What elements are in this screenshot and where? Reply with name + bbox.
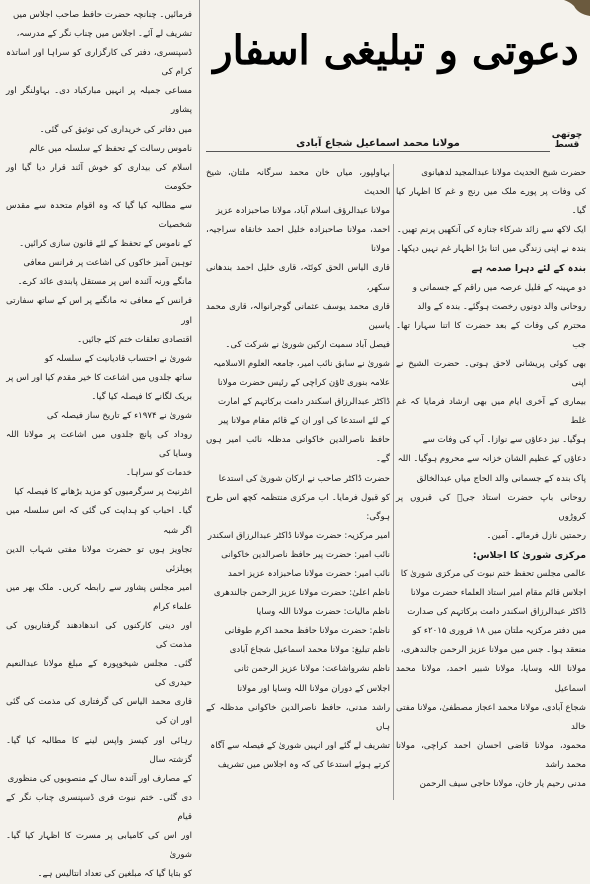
right-column-line: بیماری کے آخری ایام میں بھی ارشاد فرمایا کہ غم غلط bbox=[396, 397, 586, 427]
left-column-line: گئی۔ مجلس شیخوپورہ کے مبلغ مولانا عبدالنعیم حیدری کی bbox=[6, 659, 192, 689]
left-column-line: خدمات کو سراہا۔ bbox=[125, 468, 192, 479]
right-column-line: میں دفتر مرکزیہ ملتان میں ۱۸ فروری ۲۰۱۵ء کو bbox=[412, 626, 586, 637]
middle-column-line: بہاولپور، میاں خان محمد سرگانہ ملتان، شیخ الحدیث bbox=[206, 168, 390, 198]
middle-column-line: احمد، مولانا صاحبزادہ خلیل احمد خانقاہ سراجیہ، مولانا bbox=[206, 225, 390, 255]
right-column-line: حضرت شیخ الحدیث مولانا عبدالمجید لدھیانوی bbox=[421, 168, 586, 178]
right-column-line: محترم کی وفات کے بعد حضرت کا اتنا سہارا تھا۔ جب bbox=[396, 320, 586, 350]
middle-column-line: فیصل آباد سمیت ارکین شوریٰ نے شرکت کی۔ bbox=[225, 339, 390, 350]
right-column-line: روحانی باپ حضرت استاذ جیؒ کی قبروں پر کروڑوں bbox=[396, 492, 586, 522]
middle-column-line: قاری الیاس الحق کوئٹہ، قاری خلیل احمد بندھانی سکھر، bbox=[206, 263, 390, 293]
right-column-line: مرکزی شوریٰ کا اجلاس: bbox=[472, 549, 586, 561]
middle-column-line: ڈاکٹر عبدالرزاق اسکندر دامت برکاتہم کے امارت bbox=[217, 397, 390, 408]
middle-column-line: مولانا عبدالرؤف اسلام آباد، مولانا صاحبزادہ عزیز bbox=[215, 206, 390, 217]
left-column-line: انٹرنیٹ پر سرگرمیوں کو مزید بڑھانے کا فیصلہ کیا bbox=[14, 487, 192, 498]
left-column-line: میں دفاتر کی خریداری کی توثیق کی گئی۔ bbox=[39, 124, 192, 135]
left-column-line: اسلام کی بیداری کو خوش آئند قرار دیا گیا اور حکومت bbox=[6, 162, 192, 192]
middle-column-line: کرتے ہوئے استدعا کی کہ وہ اجلاس میں تشریف bbox=[217, 759, 390, 770]
right-column-line: منعقد ہوا۔ جس میں مولانا عزیز الرحمن جالندھری، bbox=[400, 645, 586, 656]
left-column-line: قاری محمد الیاس کی گرفتاری کی مذمت کی گئی اور ان کی bbox=[6, 697, 192, 727]
middle-column-line: قاری محمد یوسف عثمانی گوجرانوالہ، قاری محمد یاسین bbox=[206, 301, 390, 331]
right-column-line: پاک بندہ کے جسمانی والد الحاج میاں عبدالخالق bbox=[416, 473, 586, 484]
left-column-line: شوریٰ نے احتساب قادیانیت کے سلسلہ کو bbox=[44, 353, 192, 364]
right-column-line: شجاع آبادی، مولانا محمد اعجاز مصطفیٰ، مولانا مفتی خالد bbox=[396, 702, 586, 732]
middle-column-line: شوریٰ نے سابق نائب امیر، جامعہ العلوم الاسلامیہ bbox=[213, 358, 390, 369]
middle-column-line: ناظم نشرواشاعت: مولانا عزیز الرحمن ثانی bbox=[234, 664, 390, 675]
middle-column-line: کے لئے استدعا کی اور ان کے قائم مقام مولانا پیر bbox=[218, 416, 390, 427]
left-column-line: کے مصارف اور آئندہ سال کے منصوبوں کی منظوری bbox=[7, 773, 192, 784]
middle-column-line: راشد مدنی، حافظ ناصرالدین خاکوانی مدظلہ کے ہاں bbox=[206, 702, 390, 732]
article-title: دعوتی و تبلیغی اسفار bbox=[213, 27, 579, 74]
left-column-line: روداد کی پانچ جلدوں میں اشاعت پر مولانا اللہ وسایا کی bbox=[6, 430, 192, 460]
left-column-line: تجاویز ہوں تو حضرت مولانا مفتی شہاب الدین پوپلزئی bbox=[6, 544, 192, 574]
left-column-line: ڈسپنسری، دفتر کی کارگزاری کو سراہا اور اساتذہ کرام کی bbox=[6, 48, 192, 78]
left-column-line: اور اس کی کامیابی پر مسرت کا اظہار کیا گیا۔ شوریٰ bbox=[6, 831, 192, 861]
middle-column-line: نائب امیر: حضرت پیر حافظ ناصرالدین خاکوانی bbox=[221, 549, 390, 560]
column-middle bbox=[206, 164, 390, 775]
column-left bbox=[6, 0, 192, 880]
left-column-line: شوریٰ نے ۱۹۷۴ء کے تاریخ ساز فیصلہ کی bbox=[46, 410, 192, 421]
right-column-line: مدنی رحیم یار خان، مولانا حاجی سیف الرحمن bbox=[419, 779, 586, 789]
left-column-line: سے مطالبہ کیا گیا کہ وہ اقوام متحدہ سے مقدس شخصیات bbox=[6, 200, 192, 231]
left-column-line: ساتھ جلدوں میں اشاعت کا خیر مقدم کیا اور اس پر bbox=[6, 372, 192, 383]
left-column-line: فرمائیں۔ چنانچہ حضرت حافظ صاحب اجلاس میں bbox=[12, 10, 192, 20]
right-column-line: عالمی مجلس تحفظ ختم نبوت کی مرکزی شوریٰ کا bbox=[400, 568, 586, 579]
left-column-line: بریک لگانے کا فیصلہ کیا گیا۔ bbox=[91, 391, 192, 402]
left-column-line: مانگے ورنہ آئندہ اس پر مستقل پابندی عائد کرے۔ bbox=[17, 277, 192, 288]
left-column-line: کے ناموس کے تحفظ کے لئے قانون سازی کرائیں۔ bbox=[19, 239, 192, 250]
left-column-line: امیر مجلس پشاور سے رابطہ کریں۔ ملک بھر میں علماء کرام bbox=[6, 582, 192, 612]
middle-column-line: کو قبول فرمایا۔ اب مرکزی منتظمہ کچھ اس طرح ہوگی: bbox=[206, 492, 390, 522]
left-column-line: کو بتایا گیا کہ مبلغین کی تعداد انتالیس ہے۔ bbox=[37, 869, 192, 880]
right-column-line: بندہ کے لئے دہرا صدمہ ہے bbox=[471, 263, 586, 275]
right-column-line: روحانی والد دونوں رخصت ہوگئے۔ بندہ کے والد bbox=[417, 301, 586, 312]
right-column-line: اجلاس قائم مقام امیر استاذ العلماء حضرت مولانا bbox=[410, 588, 586, 599]
middle-column-line: نائب امیر: حضرت مولانا صاحبزادہ عزیز احمد bbox=[228, 568, 390, 579]
right-column-line: ایک لاکھ سے زائد شرکاء جنازہ کی آنکھیں پرنم تھیں۔ bbox=[396, 225, 586, 236]
left-column-line: گیا۔ احباب کو ہدایت کی گئی کہ اس سلسلہ میں اگر شبہ bbox=[6, 506, 192, 536]
left-column-line: دی گئی۔ ختم نبوت فری ڈسپنسری چناب نگر کے قیام bbox=[6, 792, 192, 822]
left-column-line: تشریف لے آئے۔ اجلاس میں چناب نگر کے مدرسہ، bbox=[16, 29, 192, 40]
right-column-line: کی وفات پر پورے ملک میں رنج و غم کا اظہار کیا گیا۔ bbox=[396, 187, 586, 217]
left-column-line: توہین آمیز خاکوں کی اشاعت پر فرانس معافی bbox=[23, 258, 192, 269]
right-column-line: ڈاکٹر عبدالرزاق اسکندر دامت برکاتہم کی صدارت bbox=[407, 607, 586, 618]
middle-column-line: ناظم اعلیٰ: حضرت مولانا عزیز الرحمن جالندھری bbox=[213, 588, 390, 599]
left-column-line: فرانس کے معافی نہ مانگنے پر اس کے ساتھ سفارتی اور bbox=[6, 296, 192, 326]
left-column-line: مساعی جمیلہ پر انہیں مبارکباد دی۔ بہاولنگر اور پشاور bbox=[6, 86, 192, 116]
middle-column-line: ناظم مالیات: حضرت مولانا اللہ وسایا bbox=[256, 607, 390, 618]
middle-column-line: ناظم: حضرت مولانا حافظ محمد اکرم طوفانی bbox=[224, 626, 390, 637]
middle-column-line: ناظم تبلیغ: مولانا محمد اسماعیل شجاع آبادی bbox=[229, 645, 390, 656]
right-column-line: بھی کوئی پریشانی لاحق ہوتی۔ حضرت الشیخ نے اپنی bbox=[396, 358, 586, 389]
column-divider-right bbox=[393, 164, 394, 800]
column-divider-left bbox=[199, 0, 200, 800]
right-column-line: ہوگیا۔ نیز دعاؤں سے نوازا۔ آپ کی وفات سے bbox=[422, 435, 586, 446]
author-byline: مولانا محمد اسماعیل شجاع آبادی bbox=[206, 138, 550, 152]
right-column-line: بندہ نے اپنی زندگی میں اتنا بڑا اظہار غم نہیں دیکھا۔ bbox=[396, 244, 586, 255]
middle-column-line: علامہ بنوری ٹاؤن کراچی کے رئیس حضرت مولانا bbox=[217, 378, 390, 389]
left-column-line: رہائی اور کیسز واپس لینے کا مطالبہ کیا گیا۔ گزشتہ سال bbox=[6, 735, 192, 765]
right-column-line: مولانا اللہ وسایا، مولانا شبیر احمد، مولانا محمد اسماعیل bbox=[396, 664, 586, 694]
middle-column-line: حضرت ڈاکٹر صاحب نے ارکان شوریٰ کی استدعا bbox=[218, 473, 390, 484]
episode-label: چوتھی قسط bbox=[551, 130, 583, 150]
right-column-line: رحمتیں نازل فرمائے۔ آمین۔ bbox=[486, 530, 586, 541]
middle-column-line: اجلاس کے دوران مولانا اللہ وسایا اور مولانا bbox=[237, 683, 390, 694]
middle-column-line: حافظ ناصرالدین خاکوانی مدظلہ نائب امیر ہوں گے۔ bbox=[206, 435, 390, 465]
middle-column-line: تشریف لے گئے اور انہیں شوریٰ کے فیصلہ سے آگاہ bbox=[210, 740, 390, 751]
right-column-line: محمود، مولانا قاضی احسان احمد کراچی، مولانا محمد راشد bbox=[396, 740, 586, 770]
title-block bbox=[206, 10, 586, 108]
middle-column-line: امیر مرکزیہ: حضرت مولانا ڈاکٹر عبدالرزاق اسکندر bbox=[207, 530, 390, 541]
left-column-line: اقتصادی تعلقات ختم کئے جائیں۔ bbox=[77, 334, 192, 345]
right-column-line: دو مہینہ کے قلیل عرصہ میں راقم کے جسمانی و bbox=[412, 282, 586, 293]
right-column-line: دعاؤں کے عظیم الشان خزانہ سے محروم ہوگیا۔ اللہ bbox=[397, 454, 586, 465]
left-column-line: اور دینی کارکنوں کی اندھادھند گرفتاریوں کی مذمت کی bbox=[6, 621, 192, 651]
column-right bbox=[396, 164, 586, 794]
left-column-line: ناموس رسالت کے تحفظ کے سلسلہ میں عالم bbox=[29, 143, 192, 154]
